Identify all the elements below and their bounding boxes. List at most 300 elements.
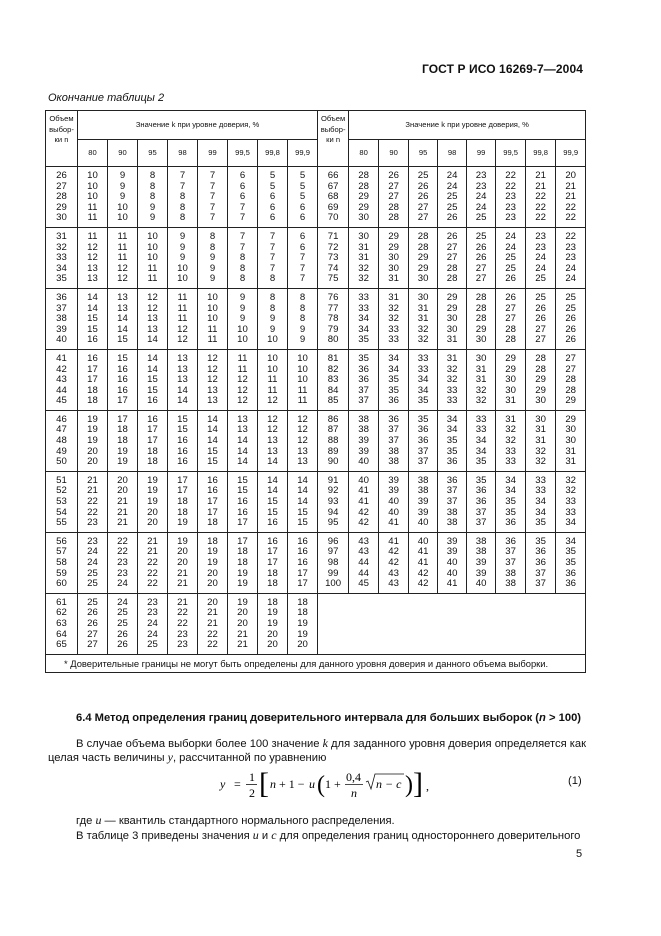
cell-value: 31 — [417, 302, 429, 314]
cell-value: 25 — [565, 291, 576, 303]
cell-value: 17 — [237, 517, 248, 529]
cell-value: 9 — [179, 241, 186, 253]
cell-value: 21 — [237, 628, 248, 640]
cell-value: 34 — [388, 352, 399, 364]
cell-value: 31 — [446, 352, 458, 364]
k-value-cell — [467, 410, 496, 471]
cell-value: 90 — [327, 456, 339, 468]
confidence-header-left: Значение k при уровне доверия, % — [78, 111, 318, 140]
cell-value: 13 — [177, 352, 188, 364]
cell-value: 31 — [505, 413, 516, 425]
cell-value: 29 — [535, 374, 546, 386]
k-value-cell — [467, 227, 496, 288]
k-value-cell — [438, 349, 467, 410]
cell-value: 41 — [56, 352, 67, 364]
cell-value: 43 — [56, 374, 67, 386]
k-value-cell — [438, 167, 467, 228]
cell-value: 22 — [87, 506, 98, 518]
cell-value: 22 — [565, 212, 576, 224]
cell-value: 33 — [417, 363, 429, 375]
cell-value: 22 — [147, 567, 158, 579]
cell-value: 31 — [358, 241, 369, 253]
cell-value: 33 — [388, 334, 399, 346]
cell-value: 16 — [207, 474, 218, 486]
k-value-cell — [526, 410, 556, 471]
cell-value: 32 — [358, 262, 369, 274]
sample-size-header-right — [318, 111, 349, 167]
cell-value: 35 — [358, 334, 369, 346]
cell-value: 39 — [417, 496, 429, 508]
cell-value: 37 — [388, 424, 399, 436]
level-header-right-4: 99 — [467, 140, 496, 167]
cell-value: 30 — [505, 384, 516, 396]
cell-value: 19 — [267, 607, 278, 619]
cell-value: 25 — [475, 230, 487, 242]
cell-value: 38 — [475, 535, 487, 547]
cell-value: 37 — [505, 546, 516, 558]
cell-value: 23 — [505, 212, 516, 224]
cell-value: 18 — [237, 546, 248, 558]
cell-value: 30 — [446, 313, 458, 325]
cell-value: 35 — [56, 273, 67, 285]
cell-value: 29 — [417, 252, 429, 264]
where-line — [76, 813, 395, 828]
level-header-left-6: 99,8 — [258, 140, 288, 167]
cell-value: 37 — [56, 302, 67, 314]
cell-value: 96 — [327, 535, 339, 547]
sample-label-line: ки n — [54, 135, 69, 145]
cell-value: 10 — [267, 334, 278, 346]
cell-value: 10 — [177, 273, 188, 285]
k-value-cell — [288, 410, 318, 471]
cell-value: 34 — [446, 424, 458, 436]
cell-value: 10 — [267, 363, 278, 375]
cell-value: 39 — [56, 323, 67, 335]
cell-value: 19 — [207, 546, 218, 558]
cell-value: 39 — [388, 474, 399, 486]
cell-value: 9 — [119, 191, 126, 203]
cell-value: 63 — [56, 617, 67, 629]
cell-value: 24 — [565, 273, 576, 285]
cell-value: 34 — [358, 313, 369, 325]
k-value-cell — [108, 167, 138, 228]
k-value-cell — [198, 288, 228, 349]
cell-value: 7 — [299, 273, 306, 285]
cell-value: 7 — [209, 212, 216, 224]
cell-value: 16 — [147, 395, 158, 407]
cell-value: 72 — [327, 241, 339, 253]
k-value-cell — [467, 349, 496, 410]
eq-half-den: 2 — [249, 786, 255, 800]
cell-value: 14 — [237, 456, 248, 468]
k-value-cell — [198, 593, 228, 654]
cell-value: 34 — [475, 435, 487, 447]
cell-value: 40 — [358, 456, 369, 468]
cell-value: 23 — [535, 230, 546, 242]
cell-value: 28 — [535, 352, 546, 364]
cell-value: 7 — [239, 230, 246, 242]
cell-value: 22 — [505, 170, 516, 181]
cell-value: 12 — [207, 363, 218, 375]
sample-size-cell — [318, 167, 349, 228]
cell-value: 32 — [56, 241, 67, 253]
cell-value: 7 — [269, 230, 276, 242]
cell-value: 17 — [297, 578, 308, 590]
cell-value: 30 — [358, 230, 369, 242]
cell-value: 17 — [117, 413, 128, 425]
cell-value: 10 — [207, 313, 218, 325]
cell-value: 27 — [505, 313, 516, 325]
cell-value: 32 — [388, 302, 399, 314]
cell-value: 35 — [446, 435, 458, 447]
table-row-group — [46, 410, 586, 471]
cell-value: 53 — [56, 496, 67, 508]
cell-value: 18 — [237, 557, 248, 568]
cell-value: 27 — [565, 352, 576, 364]
cell-value: 36 — [417, 435, 429, 447]
cell-value: 39 — [358, 435, 369, 447]
cell-value: 16 — [267, 517, 278, 529]
cell-value: 15 — [237, 485, 248, 497]
cell-value: 33 — [56, 252, 67, 264]
k-value-cell — [379, 471, 409, 532]
cell-value: 27 — [535, 334, 546, 346]
cell-value: 21 — [147, 546, 158, 558]
cell-value: 30 — [446, 323, 458, 335]
cell-value: 15 — [207, 456, 218, 468]
sample-size-cell — [46, 288, 78, 349]
cell-value: 22 — [535, 201, 546, 213]
table-footnote: * Доверительные границы не могут быть определены для данного уровня доверия и данного объема выборки. — [46, 654, 586, 673]
k-value-cell — [78, 349, 108, 410]
cell-value: 38 — [505, 567, 516, 579]
k-value-cell — [108, 288, 138, 349]
cell-value: 37 — [505, 557, 516, 568]
cell-value: 17 — [267, 546, 278, 558]
cell-value: 40 — [446, 557, 458, 568]
cell-value: 38 — [358, 424, 369, 436]
cell-value: 25 — [565, 302, 576, 314]
cell-value: 16 — [117, 384, 128, 396]
k-value-cell — [349, 167, 379, 228]
cell-value: 14 — [87, 291, 98, 303]
cell-value: 14 — [117, 323, 128, 335]
cell-value: 5 — [269, 180, 276, 192]
cell-value: 11 — [117, 230, 128, 242]
cell-value: 24 — [117, 578, 128, 590]
section-title-text: 6.4 Метод определения границ доверительного интервала для больших выборок ( — [76, 712, 540, 724]
k-value-cell — [526, 288, 556, 349]
cell-value: 10 — [297, 363, 308, 375]
cell-value: 19 — [87, 435, 98, 447]
k-value-cell — [168, 167, 198, 228]
cell-value: 16 — [177, 456, 188, 468]
cell-value: 21 — [117, 496, 128, 508]
cell-value: 23 — [177, 628, 188, 640]
k-value-cell — [288, 532, 318, 593]
cell-value: 49 — [56, 445, 67, 457]
k-value-cell — [258, 288, 288, 349]
k-value-cell — [409, 349, 438, 410]
cell-value: 13 — [297, 445, 308, 457]
cell-value: 8 — [239, 262, 246, 274]
cell-value: 37 — [358, 384, 369, 396]
k-value-cell — [138, 349, 168, 410]
cell-value: 28 — [358, 180, 369, 192]
cell-value: 36 — [505, 535, 516, 547]
k-value-cell — [228, 532, 258, 593]
cell-value: 16 — [297, 535, 308, 547]
cell-value: 68 — [327, 191, 339, 203]
cell-value: 24 — [147, 628, 158, 640]
cell-value: 5 — [299, 191, 306, 203]
cell-value: 27 — [87, 639, 98, 651]
cell-value: 18 — [207, 517, 218, 529]
cell-value: 64 — [56, 628, 67, 640]
cell-value: 51 — [56, 474, 67, 486]
cell-value: 25 — [446, 201, 458, 213]
cell-value: 17 — [297, 567, 308, 579]
cell-value: 43 — [388, 567, 399, 579]
cell-value: 41 — [358, 496, 369, 508]
cell-value: 57 — [56, 546, 67, 558]
k-value-cell — [198, 410, 228, 471]
k-value-cell — [138, 410, 168, 471]
cell-value: 14 — [177, 395, 188, 407]
eq-half-num: 1 — [249, 770, 255, 784]
cell-value: 27 — [475, 262, 487, 274]
cell-value: 24 — [475, 201, 487, 213]
cell-value: 32 — [475, 395, 487, 407]
k-value-cell — [409, 288, 438, 349]
k-value-cell — [556, 532, 586, 593]
level-header-left-2: 95 — [138, 140, 168, 167]
k-value-cell — [258, 593, 288, 654]
cell-value: 17 — [87, 374, 98, 386]
cell-value: 22 — [147, 578, 158, 590]
cell-value: 26 — [87, 607, 98, 619]
cell-value: 11 — [117, 252, 128, 264]
cell-value: 14 — [267, 485, 278, 497]
cell-value: 15 — [267, 506, 278, 518]
k-value-cell — [228, 288, 258, 349]
cell-value: 35 — [535, 517, 546, 529]
cell-value: 55 — [56, 517, 67, 529]
cell-value: 28 — [505, 323, 516, 335]
table-row-group — [46, 167, 586, 228]
k-value-cell — [108, 471, 138, 532]
cell-value: 11 — [177, 291, 188, 303]
cell-value: 8 — [269, 302, 276, 314]
cell-value: 34 — [535, 506, 546, 518]
k-value-cell — [108, 532, 138, 593]
cell-value: 17 — [117, 395, 128, 407]
cell-value: 75 — [327, 273, 339, 285]
cell-value: 30 — [565, 435, 576, 447]
cell-value: 14 — [267, 456, 278, 468]
cell-value: 18 — [147, 445, 158, 457]
cell-value: 42 — [56, 363, 67, 375]
cell-value: 42 — [358, 506, 369, 518]
cell-value: 9 — [239, 302, 246, 314]
cell-value: 17 — [207, 496, 218, 508]
k-value-cell — [379, 227, 409, 288]
k-value-cell — [467, 167, 496, 228]
cell-value: 18 — [207, 535, 218, 547]
level-header-left-3: 98 — [168, 140, 198, 167]
cell-value: 17 — [237, 535, 248, 547]
cell-value: 40 — [475, 578, 487, 590]
cell-value: 39 — [417, 506, 429, 518]
cell-value: 19 — [117, 456, 128, 468]
cell-value: 38 — [388, 445, 399, 457]
cell-value: 46 — [56, 413, 67, 425]
cell-value: 60 — [56, 578, 67, 590]
cell-value: 33 — [475, 424, 487, 436]
cell-value: 10 — [147, 241, 158, 253]
cell-value: 23 — [177, 639, 188, 651]
sample-size-cell — [318, 532, 349, 593]
cell-value: 36 — [505, 517, 516, 529]
sample-size-cell — [318, 349, 349, 410]
k-value-cell — [409, 471, 438, 532]
cell-value: 6 — [239, 191, 246, 203]
cell-value: 32 — [388, 313, 399, 325]
cell-value: 8 — [269, 291, 276, 303]
cell-value: 71 — [327, 230, 339, 242]
cell-value: 47 — [56, 424, 67, 436]
level-header-right-2: 95 — [409, 140, 438, 167]
cell-value: 15 — [237, 474, 248, 486]
cell-value: 7 — [209, 201, 216, 213]
cell-value: 30 — [56, 212, 67, 224]
text: , рассчитанной по уравнению — [172, 752, 327, 764]
cell-value: 16 — [87, 352, 98, 364]
cell-value: 18 — [297, 607, 308, 619]
cell-value: 28 — [388, 201, 399, 213]
cell-value: 26 — [446, 212, 458, 224]
cell-value: 7 — [179, 180, 186, 192]
k-value-cell — [438, 288, 467, 349]
cell-value: 34 — [535, 496, 546, 508]
cell-value: 18 — [267, 567, 278, 579]
cell-value: 10 — [177, 262, 188, 274]
cell-value: 31 — [505, 395, 516, 407]
sample-size-cell — [318, 471, 349, 532]
k-value-cell — [78, 471, 108, 532]
eq-root-content: n − c — [376, 777, 402, 791]
cell-value: 33 — [388, 323, 399, 335]
k-value-cell — [228, 349, 258, 410]
cell-value: 29 — [565, 395, 576, 407]
cell-value: 23 — [565, 252, 576, 264]
level-header-right-5: 99,5 — [496, 140, 526, 167]
k-value-cell — [496, 167, 526, 228]
k-value-cell — [379, 410, 409, 471]
cell-value: 9 — [269, 313, 276, 325]
level-header-right-1: 90 — [379, 140, 409, 167]
cell-value: 37 — [388, 435, 399, 447]
cell-value: 22 — [147, 557, 158, 568]
cell-value: 7 — [239, 241, 246, 253]
cell-value: 22 — [505, 180, 516, 192]
cell-value: 12 — [177, 334, 188, 346]
k-value-cell — [526, 349, 556, 410]
cell-value: 34 — [417, 374, 429, 386]
cell-value: 15 — [147, 384, 158, 396]
cell-value: 91 — [327, 474, 339, 486]
cell-value: 13 — [297, 456, 308, 468]
k-value-cell — [526, 532, 556, 593]
cell-value: 12 — [297, 424, 308, 436]
cell-value: 15 — [297, 506, 308, 518]
cell-value: 11 — [147, 262, 158, 274]
level-header-right-7: 99,9 — [556, 140, 586, 167]
cell-value: 12 — [237, 395, 248, 407]
cell-value: 37 — [446, 485, 458, 497]
cell-value: 17 — [177, 485, 188, 497]
cell-value: 15 — [87, 313, 98, 325]
cell-value: 13 — [147, 323, 158, 335]
eq-left-paren: ( — [317, 772, 325, 798]
k-value-cell — [288, 349, 318, 410]
k-value-cell — [198, 227, 228, 288]
cell-value: 29 — [56, 201, 67, 213]
cell-value: 23 — [475, 170, 487, 181]
k-value-cell — [138, 227, 168, 288]
cell-value: 7 — [269, 241, 276, 253]
cell-value: 21 — [177, 578, 188, 590]
k-value-cell — [556, 349, 586, 410]
cell-value: 35 — [475, 474, 487, 486]
confidence-header-right: Значение k при уровне доверия, % — [349, 111, 586, 140]
cell-value: 5 — [299, 180, 306, 192]
cell-value: 6 — [269, 191, 276, 203]
k-value-cell — [409, 227, 438, 288]
cell-value: 88 — [327, 435, 339, 447]
cell-value: 35 — [358, 352, 369, 364]
cell-value: 7 — [239, 212, 246, 224]
cell-value: 41 — [388, 517, 399, 529]
text: В таблице 3 приведены значения — [76, 830, 253, 842]
cell-value: 45 — [358, 578, 369, 590]
cell-value: 23 — [87, 517, 98, 529]
cell-value: 32 — [505, 424, 516, 436]
cell-value: 25 — [505, 252, 516, 264]
cell-value: 13 — [147, 313, 158, 325]
cell-value: 14 — [297, 485, 308, 497]
cell-value: 30 — [417, 273, 429, 285]
cell-value: 32 — [535, 456, 546, 468]
cell-value: 34 — [388, 363, 399, 375]
cell-value: 19 — [147, 496, 158, 508]
cell-value: 17 — [177, 474, 188, 486]
level-header-left-1: 90 — [108, 140, 138, 167]
cell-value: 23 — [147, 596, 158, 608]
cell-value: 32 — [417, 334, 429, 346]
cell-value: 19 — [267, 617, 278, 629]
cell-value: 70 — [327, 212, 339, 224]
cell-value: 28 — [417, 241, 429, 253]
cell-value: 22 — [565, 230, 576, 242]
cell-value: 29 — [475, 323, 487, 335]
cell-value: 20 — [87, 445, 98, 457]
cell-value: 36 — [56, 291, 67, 303]
cell-value: 19 — [297, 628, 308, 640]
cell-value: 19 — [237, 578, 248, 590]
eq-one-plus: 1 + — [325, 777, 341, 791]
eq-n: n — [270, 777, 276, 791]
